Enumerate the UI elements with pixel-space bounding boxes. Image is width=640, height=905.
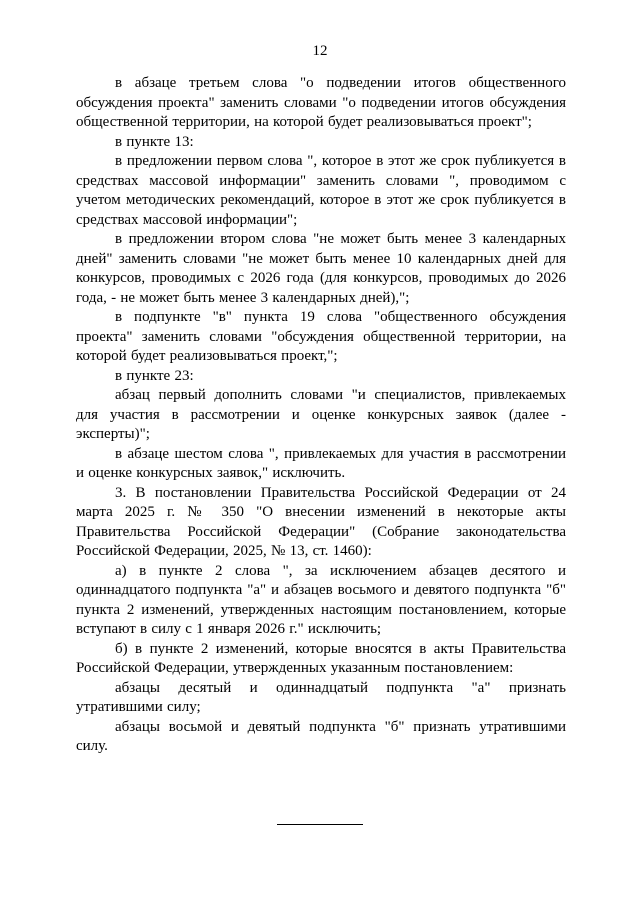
paragraph: в предложении первом слова ", которое в этот же срок публикуется в средствах массовой информации" заменить словами ", проводимом с учетом методических рекомендаций, которое в этот же срок публикуется в средствах массовой информации";: [76, 153, 566, 228]
paragraph: абзацы восьмой и девятый подпункта "б" признать утратившими силу.: [76, 718, 566, 754]
footer-divider: [277, 824, 363, 825]
paragraph: абзац первый дополнить словами "и специалистов, привлекаемых для участия в рассмотрении и оценке конкурсных заявок (далее - эксперты)";: [76, 387, 566, 442]
paragraph: б) в пункте 2 изменений, которые вносятся в акты Правительства Российской Федерации, утвержденных указанным постановлением:: [76, 640, 566, 676]
paragraph: в пункте 23:: [115, 367, 194, 384]
page-number: 12: [312, 43, 328, 59]
paragraph: в подпункте "в" пункта 19 слова "общественного обсуждения проекта" заменить словами "обсуждения общественной территории, на которой будет реализовываться проект,";: [76, 309, 566, 364]
paragraph: в абзаце шестом слова ", привлекаемых для участия в рассмотрении и оценке конкурсных заявок," исключить.: [76, 445, 566, 481]
paragraph: абзацы десятый и одиннадцатый подпункта "а" признать утратившими силу;: [76, 679, 566, 715]
document-body: [76, 74, 566, 757]
paragraph: в абзаце третьем слова "о подведении итогов общественного обсуждения проекта" заменить словами "о подведении итогов обсуждения общественной территории, на которой будет реализовываться проект";: [76, 75, 566, 130]
paragraph: в предложении втором слова "не может быть менее 3 календарных дней" заменить словами "не может быть менее 10 календарных дней для конкурсов, проводимых с 2026 года (для конкурсов, проводимых до 2026 года, - не может быть менее 3 календарных дней),";: [76, 231, 566, 306]
paragraph: а) в пункте 2 слова ", за исключением абзацев десятого и одиннадцатого подпункта "а" и абзацев восьмого и девятого подпункта "б" пункта 2 изменений, утвержденных настоящим постановлением, которые вступают в силу с 1 января 2026 г." исключить;: [76, 562, 566, 637]
paragraph: в пункте 13:: [115, 133, 194, 150]
paragraph: 3. В постановлении Правительства Российской Федерации от 24 марта 2025 г. № 350 "О внесении изменений в некоторые акты Правительства Российской Федерации" (Собрание законодательства Российской Федерации, 2025, № 13, ст. 1460):: [76, 484, 566, 559]
